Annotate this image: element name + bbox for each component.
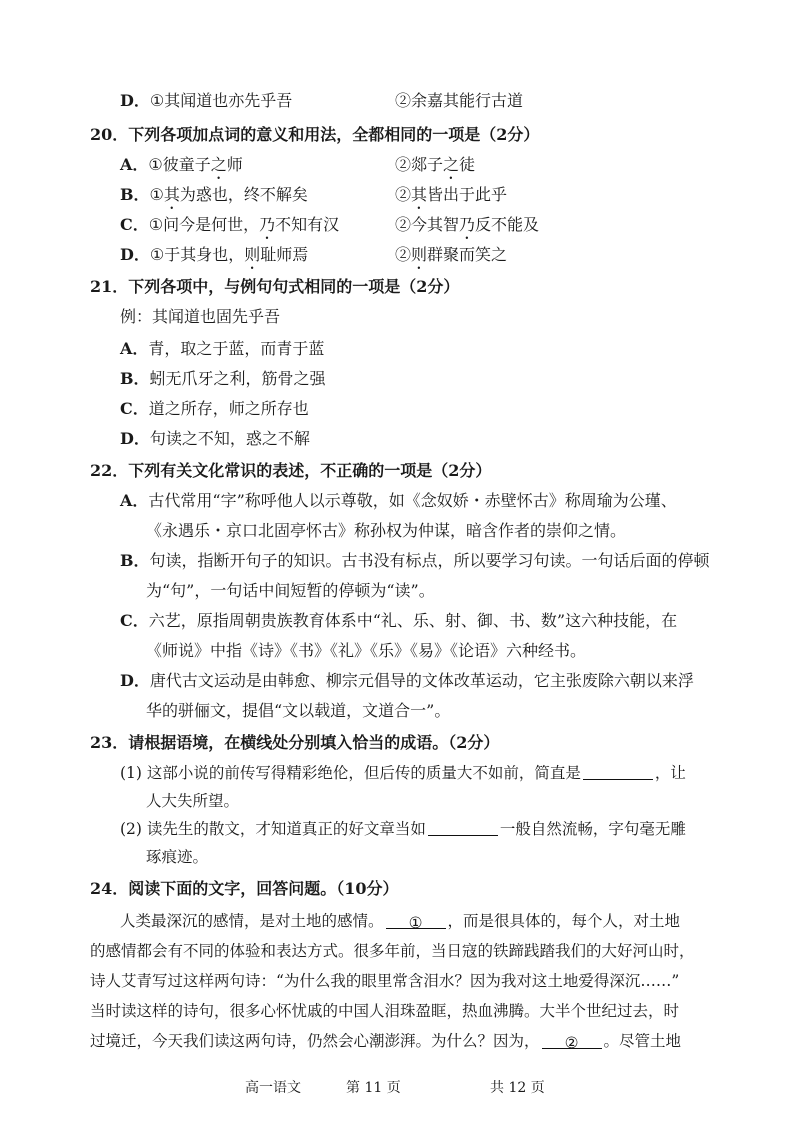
q22-stem: 22．下列有关文化常识的表述，不正确的一项是（2分） [90,461,492,480]
dotted-word: 之 [210,155,227,174]
q21-option-c [120,398,309,420]
q20-option-c-2 [395,214,539,243]
option-text: ①于其身也， [149,245,245,264]
item-text: 这部小说的前传写得精彩绝伦，但后传的质量大不如前，简直是 [146,764,581,782]
option-label: A． [120,155,149,174]
option-label: C． [120,399,149,418]
passage-text: ，而是很具体的，每个人，对土地 [447,912,681,930]
dotted-word: 其 [411,185,428,204]
q20-stem: 20．下列各项加点词的意义和用法，全都相同的一项是（2分） [90,125,540,144]
q24-passage-line-1 [120,910,680,932]
q21-example: 例：其闻道也固先乎吾 [120,307,281,326]
option-text: 为惑也，终不解矣 [179,185,308,204]
q22-option-c [120,610,677,632]
option-label: C． [120,215,149,234]
option-text: ②郯子 [395,155,444,174]
option-label: B． [120,369,150,388]
option-text: 耻师焉 [260,245,309,264]
item-text: ，让 [654,764,686,782]
q21-option-d [120,428,310,450]
item-text: 一般自然流畅，字句毫无雕 [499,820,686,838]
q23-item-2 [120,818,686,840]
dotted-word: 则 [244,245,261,264]
passage-text: 人类最深沉的感情，是对土地的感情。 [120,912,384,930]
q20-option-c [120,214,339,243]
q24-passage-line-2: 的感情都会有不同的体验和表达方式。很多年前，当日寇的铁蹄践踏我们的大好河山时， [90,942,695,960]
q24-passage-line-3: 诗人艾青写过这样两句诗：“为什么我的眼里常含泪水？因为我对这土地爱得深沉……” [90,972,680,990]
option-text-1: ①其闻道也亦先乎吾 [149,91,293,110]
q23-item-1 [120,762,686,784]
passage-text: 过境迁，今天我们读这两句诗，仍然会心潮澎湃。为什么？因为， [90,1032,540,1050]
option-text: 道之所存，师之所存也 [148,399,309,418]
option-text: 反不能及 [475,215,540,234]
q22-option-a [120,490,677,512]
option-label: D． [120,429,150,448]
option-label: B． [120,551,150,570]
option-text: 师 [226,155,243,174]
option-text: ② [395,185,412,204]
q20-option-a-2 [395,154,475,183]
q20-option-b-2 [395,184,507,213]
q22-option-b-cont: 为“句”，一句话中间短暂的停顿为“读”。 [146,581,435,600]
q22-option-d [120,670,694,692]
option-label: D． [120,245,150,264]
footer-subject: 高一语文 [245,1080,301,1096]
dotted-word: 则 [411,245,428,264]
q22-option-c-cont: 《师说》中指《诗》《书》《礼》《乐》《易》《论语》六种经书。 [146,641,587,660]
dotted-word: 乃 [459,215,476,234]
q24-passage-line-5 [90,1030,681,1052]
option-text: 蚓无爪牙之利，筋骨之强 [149,369,326,388]
option-text: ① [149,185,164,204]
q20-option-d-2 [395,244,507,273]
dotted-word: 乃 [259,215,276,234]
q23-item-2-cont: 琢痕迹。 [146,848,209,866]
q20-option-a [120,154,243,183]
q21-option-b [120,368,326,390]
q19-option-d-2: ②余嘉其能行古道 [395,91,524,110]
option-text: 徒 [459,155,476,174]
option-text: ② [395,245,412,264]
option-text: ①彼童子 [148,155,211,174]
item-text: 读先生的散文，才知道真正的好文章当如 [146,820,426,838]
q23-item-1-cont: 人大失所望。 [146,792,240,810]
option-label: D． [120,671,150,690]
q23-stem: 23．请根据语境，在横线处分别填入恰当的成语。（2分） [90,733,500,752]
option-label: A． [120,339,149,358]
blank-number: ② [564,1034,579,1052]
q22-option-a-cont: 《永遇乐・京口北固亭怀古》称孙权为仲谋，暗含作者的崇仰之情。 [146,521,627,540]
footer-page-number: 第 11 页 [346,1080,401,1096]
option-label: B． [120,185,150,204]
option-text: 古代常用“字”称呼他人以示尊敬，如《念奴娇・赤壁怀古》称周瑜为公瑾、 [148,491,677,510]
item-label: (2) [120,820,142,838]
q19-option-d [120,90,292,112]
option-text: 唐代古文运动是由韩愈、柳宗元倡导的文体改革运动，它主张废除六朝以来浮 [149,671,694,690]
q20-option-b [120,184,308,213]
q24-passage-line-4: 当时读这样的诗句，很多心怀忧戚的中国人泪珠盈眶，热血沸腾。大半个世纪过去，时 [90,1002,680,1020]
option-text: 六艺，原指周朝贵族教育体系中“礼、乐、射、御、书、数”这六种技能，在 [148,611,678,630]
q21-option-a [120,338,324,360]
blank-number: ① [408,914,423,932]
dotted-word: 之 [443,155,460,174]
q22-option-b [120,550,710,572]
option-text: 群聚而笑之 [427,245,508,264]
q24-stem: 24．阅读下面的文字，回答问题。（10分） [90,879,399,898]
q21-stem: 21．下列各项中，与例句句式相同的一项是（2分） [90,277,460,296]
option-label: A． [120,491,149,510]
option-label: D． [120,91,150,110]
option-text: 皆出于此乎 [427,185,508,204]
option-text: ②今其智 [395,215,460,234]
option-label: C． [120,611,149,630]
q22-option-d-cont: 华的骈俪文，提倡“文以载道，文道合一”。 [146,701,451,720]
passage-text: 。尽管土地 [603,1032,682,1050]
answer-blank[interactable] [583,763,653,780]
passage-blank-1[interactable] [386,912,446,932]
option-text: ①问今是何世， [148,215,260,234]
dotted-word: 其 [163,185,180,204]
footer-total-pages: 共 12 页 [490,1080,545,1096]
option-text: 青，取之于蓝，而青于蓝 [148,339,325,358]
answer-blank[interactable] [428,819,498,836]
option-text: 句读之不知，惑之不解 [149,429,310,448]
passage-blank-2[interactable] [542,1032,602,1052]
q20-option-d [120,244,308,273]
option-text: 句读，指断开句子的知识。古书没有标点，所以要学习句读。一句话后面的停顿 [149,551,710,570]
option-text: 不知有汉 [275,215,340,234]
item-label: (1) [120,764,142,782]
